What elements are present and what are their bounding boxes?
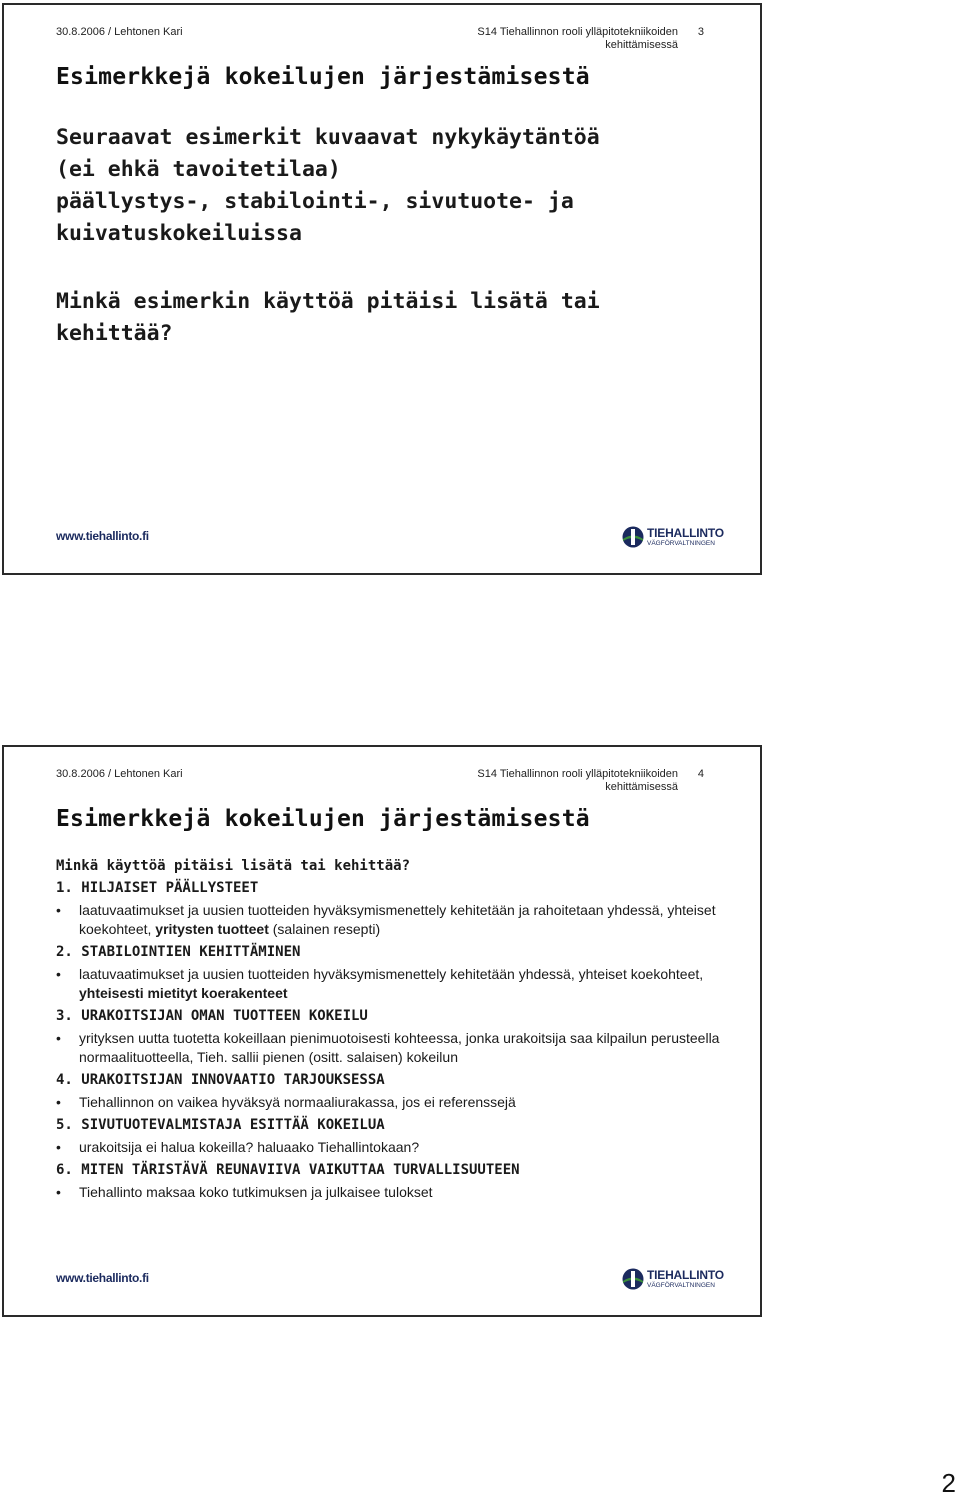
section-heading: 4. URAKOITSIJAN INNOVAATIO TARJOUKSESSA bbox=[56, 1072, 385, 1088]
section-heading: 2. STABILOINTIEN KEHITTÄMINEN bbox=[56, 944, 301, 960]
logo-subtitle: VÄGFÖRVALTNINGEN bbox=[647, 540, 715, 547]
logo-name: TIEHALLINTO bbox=[647, 526, 724, 540]
bullet-item bbox=[56, 965, 746, 1003]
bullet-icon: • bbox=[56, 1184, 61, 1200]
bullet-text: Tiehallinnon on vaikea hyväksyä normaaliurakassa, jos ei referenssejä bbox=[79, 1094, 516, 1110]
question-line: Minkä käyttöä pitäisi lisätä tai kehittää? bbox=[56, 858, 411, 874]
header-date-author: 30.8.2006 / Lehtonen Kari bbox=[56, 768, 183, 780]
bullet-icon: • bbox=[56, 1139, 61, 1155]
bullet-icon: • bbox=[56, 902, 61, 918]
bullet-item bbox=[56, 1138, 746, 1157]
slide-title: Esimerkkejä kokeilujen järjestämisestä bbox=[56, 806, 590, 832]
bullet-item bbox=[56, 901, 746, 939]
bullet-emphasis: yritysten tuotteet bbox=[155, 921, 269, 937]
slide-body bbox=[56, 855, 746, 1204]
question-line: kehittää? bbox=[56, 321, 173, 346]
tiehallinto-logo bbox=[622, 523, 724, 553]
slide-body bbox=[56, 122, 736, 350]
section-heading: 1. HILJAISET PÄÄLLYSTEET bbox=[56, 880, 259, 896]
slide-number: 3 bbox=[697, 26, 704, 38]
body-line: Seuraavat esimerkit kuvaavat nykykäytäntöä bbox=[56, 125, 600, 150]
bullet-text-end: (salainen resepti) bbox=[268, 921, 381, 937]
footer-url: www.tiehallinto.fi bbox=[56, 529, 149, 543]
header-topic: S14 Tiehallinnon rooli ylläpitotekniikoiden kehittämisessä bbox=[477, 768, 678, 793]
tiehallinto-logo bbox=[622, 1265, 724, 1295]
bullet-item bbox=[56, 1183, 746, 1202]
logo-subtitle: VÄGFÖRVALTNINGEN bbox=[647, 1282, 715, 1289]
bullet-text: urakoitsija ei halua kokeilla? haluaako Tiehallintokaan? bbox=[79, 1139, 420, 1155]
bullet-emphasis: yhteisesti mietityt koerakenteet bbox=[79, 985, 288, 1001]
footer-url: www.tiehallinto.fi bbox=[56, 1271, 149, 1285]
body-line: päällystys-, stabilointi-, sivutuote- ja bbox=[56, 189, 574, 214]
body-line: kuivatuskokeiluissa bbox=[56, 221, 302, 246]
header-date-author: 30.8.2006 / Lehtonen Kari bbox=[56, 26, 183, 38]
slide-3 bbox=[2, 3, 762, 575]
bullet-icon: • bbox=[56, 1030, 61, 1046]
tiehallinto-logo-icon bbox=[622, 526, 644, 548]
bullet-text: laatuvaatimukset ja uusien tuotteiden hyväksymismenettely kehitetään yhdessä, yhteiset koekohteet, bbox=[79, 966, 704, 982]
section-heading: 3. URAKOITSIJAN OMAN TUOTTEEN KOKEILU bbox=[56, 1008, 368, 1024]
page-number: 2 bbox=[941, 1468, 956, 1498]
bullet-text: Tiehallinto maksaa koko tutkimuksen ja julkaisee tulokset bbox=[79, 1184, 433, 1200]
slide-4 bbox=[2, 745, 762, 1317]
slide-title: Esimerkkejä kokeilujen järjestämisestä bbox=[56, 64, 590, 90]
bullet-item bbox=[56, 1029, 746, 1067]
bullet-icon: • bbox=[56, 1094, 61, 1110]
question-line: Minkä esimerkin käyttöä pitäisi lisätä tai bbox=[56, 289, 600, 314]
logo-name: TIEHALLINTO bbox=[647, 1268, 724, 1282]
tiehallinto-logo-icon bbox=[622, 1268, 644, 1290]
bullet-icon: • bbox=[56, 966, 61, 982]
bullet-text: laatuvaatimukset ja uusien tuotteiden hyväksymismenettely kehitetään ja rahoitetaan yhdessä, yhteiset koekohteet, bbox=[79, 902, 716, 937]
bullet-item bbox=[56, 1093, 746, 1112]
header-topic: S14 Tiehallinnon rooli ylläpitotekniikoiden kehittämisessä bbox=[477, 26, 678, 51]
section-heading: 5. SIVUTUOTEVALMISTAJA ESITTÄÄ KOKEILUA bbox=[56, 1117, 385, 1133]
slide-number: 4 bbox=[697, 768, 704, 780]
bullet-text: yrityksen uutta tuotetta kokeillaan pienimuotoisesti kohteessa, jonka urakoitsija saa kilpailun perusteella normaalituotteella, Tieh. sallii pienen (ositt. salaisen) kokeilun bbox=[79, 1030, 720, 1065]
section-heading: 6. MITEN TÄRISTÄVÄ REUNAVIIVA VAIKUTTAA TURVALLISUUTEEN bbox=[56, 1162, 520, 1178]
body-line: (ei ehkä tavoitetilaa) bbox=[56, 157, 341, 182]
